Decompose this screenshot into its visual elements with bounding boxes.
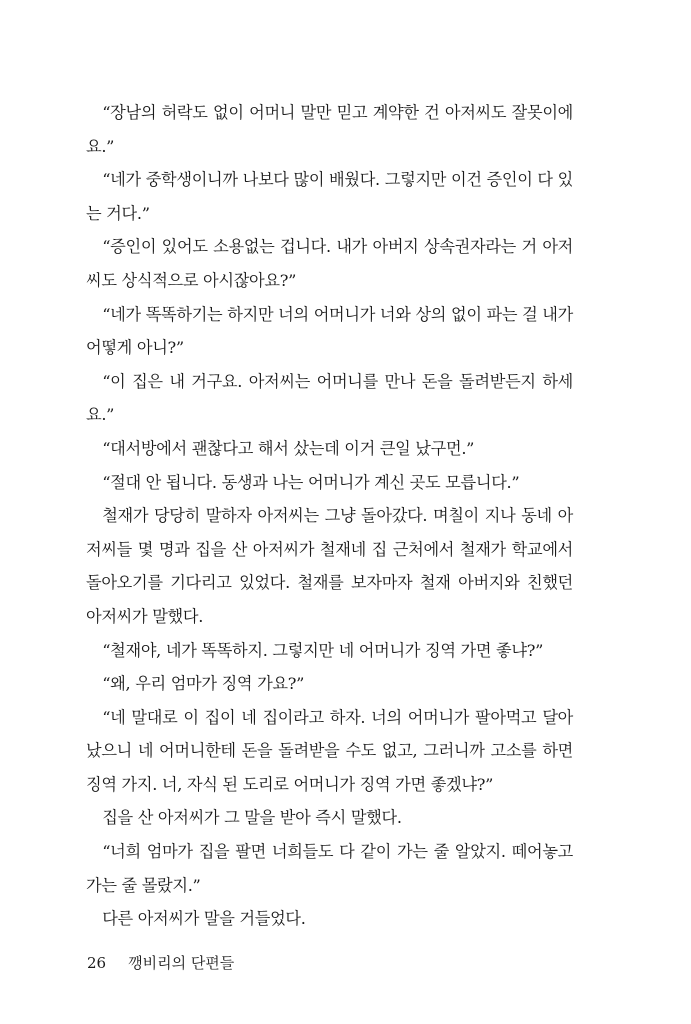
book-title: 깽비리의 단편들 <box>128 954 235 972</box>
paragraph: “너희 엄마가 집을 팔면 너희들도 다 같이 가는 줄 알았지. 떼어놓고 가는 줄 몰랐지.” <box>86 842 573 895</box>
paragraph: “이 집은 내 거구요. 아저씨는 어머니를 만나 돈을 돌려받든지 하세요.” <box>86 371 573 425</box>
paragraph: 다른 아저씨가 말을 거들었다. <box>102 909 306 929</box>
body-text <box>86 96 573 936</box>
page-footer <box>87 952 234 973</box>
page-number: 26 <box>87 954 107 972</box>
paragraph: “장남의 허락도 없이 어머니 말만 믿고 계약한 건 아저씨도 잘못이에요.” <box>86 103 573 156</box>
paragraph: “절대 안 됩니다. 동생과 나는 어머니가 계신 곳도 모릅니다.” <box>102 472 520 492</box>
paragraph: “네가 똑똑하기는 하지만 너의 어머니가 너와 상의 없이 파는 걸 내가 어떻게 아니?” <box>86 304 573 358</box>
paragraph: “증인이 있어도 소용없는 겁니다. 내가 아버지 상속권자라는 거 아저씨도 상식적으로 아시잖아요?” <box>86 237 573 290</box>
paragraph: “철재야, 네가 똑똑하지. 그렇지만 네 어머니가 징역 가면 좋냐?” <box>102 640 544 660</box>
paragraph: “왜, 우리 엄마가 징역 가요?” <box>102 674 305 694</box>
paragraph: 철재가 당당히 말하자 아저씨는 그냥 돌아갔다. 며칠이 지나 동네 아저씨들 몇 명과 집을 산 아저씨가 철재네 집 근처에서 철재가 학교에서 돌아오기를 기다리고 있었다. 철재를 보자마자 철재 아버지와 친했던 아저씨가 말했다. <box>86 506 573 626</box>
paragraph: “대서방에서 괜찮다고 해서 샀는데 이거 큰일 났구먼.” <box>102 438 475 458</box>
paragraph: “네가 중학생이니까 나보다 많이 배웠다. 그렇지만 이건 증인이 다 있는 거다.” <box>86 170 573 223</box>
paragraph: “네 말대로 이 집이 네 집이라고 하자. 너의 어머니가 팔아먹고 달아났으니 네 어머니한테 돈을 돌려받을 수도 없고, 그러니까 고소를 하면 징역 가지. 너, 자식 된 도리로 어머니가 징역 가면 좋겠냐?” <box>86 707 573 794</box>
paragraph: 집을 산 아저씨가 그 말을 받아 즉시 말했다. <box>102 808 402 828</box>
